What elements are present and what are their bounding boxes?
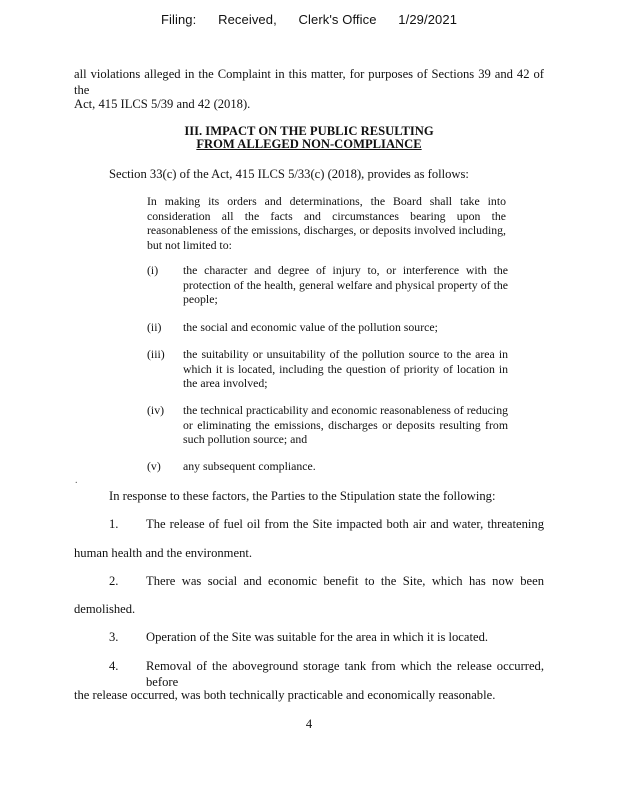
page-number: 4 xyxy=(305,717,313,731)
intro-line-1: all violations alleged in the Complaint in this matter, for purposes of Sections 39 and 42 of the xyxy=(74,67,544,97)
paragraph-3-line-1: Operation of the Site was suitable for the area in which it is located. xyxy=(146,630,489,644)
clerk-office-label: Clerk's Office xyxy=(298,12,377,27)
paragraph-num-2: 2. xyxy=(109,574,119,588)
filing-label: Filing: xyxy=(160,12,197,27)
response-lead: In response to these factors, the Parties to the Stipulation state the following: xyxy=(109,489,496,503)
paragraph-num-1: 1. xyxy=(109,517,119,531)
statute-quote: In making its orders and determinations, the Board shall take into consideration all the facts and circumstances bearing upon the reasonableness of the emissions, discharges, or deposits involved including, but not limited to: xyxy=(147,194,506,252)
factor-text-v: any subsequent compliance. xyxy=(183,459,316,473)
section-heading-underlined: FROM ALLEGED NON-COMPLIANCE xyxy=(196,137,422,151)
factor-num-ii: (ii) xyxy=(147,320,162,334)
paragraph-4-line-2: the release occurred, was both technically practicable and economically reasonable. xyxy=(74,688,496,702)
factor-text-ii: the social and economic value of the pollution source; xyxy=(183,320,438,334)
factor-num-iii: (iii) xyxy=(147,347,165,361)
factor-text-iv: the technical practicability and economic reasonableness of reducing or eliminating the emissions, discharges or deposits resulting from such pollution source; and xyxy=(183,403,508,447)
paragraph-2-line-2: demolished. xyxy=(74,602,136,616)
paragraph-2-line-1: There was social and economic benefit to the Site, which has now been xyxy=(146,574,544,588)
section-heading-line-2 xyxy=(0,138,618,151)
intro-line-2: Act, 415 ILCS 5/39 and 42 (2018). xyxy=(74,97,251,111)
paragraph-1-line-1: The release of fuel oil from the Site impacted both air and water, threatening xyxy=(146,517,544,531)
filing-stamp-header xyxy=(0,12,618,27)
section-heading-line-1: III. IMPACT ON THE PUBLIC RESULTING xyxy=(184,124,434,138)
factor-text-iii: the suitability or unsuitability of the pollution source to the area in which it is located, including the question of priority of location in the area involved; xyxy=(183,347,508,391)
stray-mark: . xyxy=(75,475,78,486)
factor-text-i: the character and degree of injury to, or interference with the protection of the health, general welfare and physical property of the people; xyxy=(183,263,508,307)
factor-num-i: (i) xyxy=(147,263,159,277)
paragraph-num-4: 4. xyxy=(109,659,119,673)
factor-num-v: (v) xyxy=(147,459,161,473)
paragraph-4-line-1: Removal of the aboveground storage tank from which the release occurred, before xyxy=(146,659,544,689)
section-lead: Section 33(c) of the Act, 415 ILCS 5/33(c) (2018), provides as follows: xyxy=(109,167,469,181)
filing-date: 1/29/2021 xyxy=(398,12,458,27)
factor-num-iv: (iv) xyxy=(147,403,165,417)
received-label: Received, xyxy=(218,12,277,27)
paragraph-1-line-2: human health and the environment. xyxy=(74,546,253,560)
paragraph-num-3: 3. xyxy=(109,630,119,644)
